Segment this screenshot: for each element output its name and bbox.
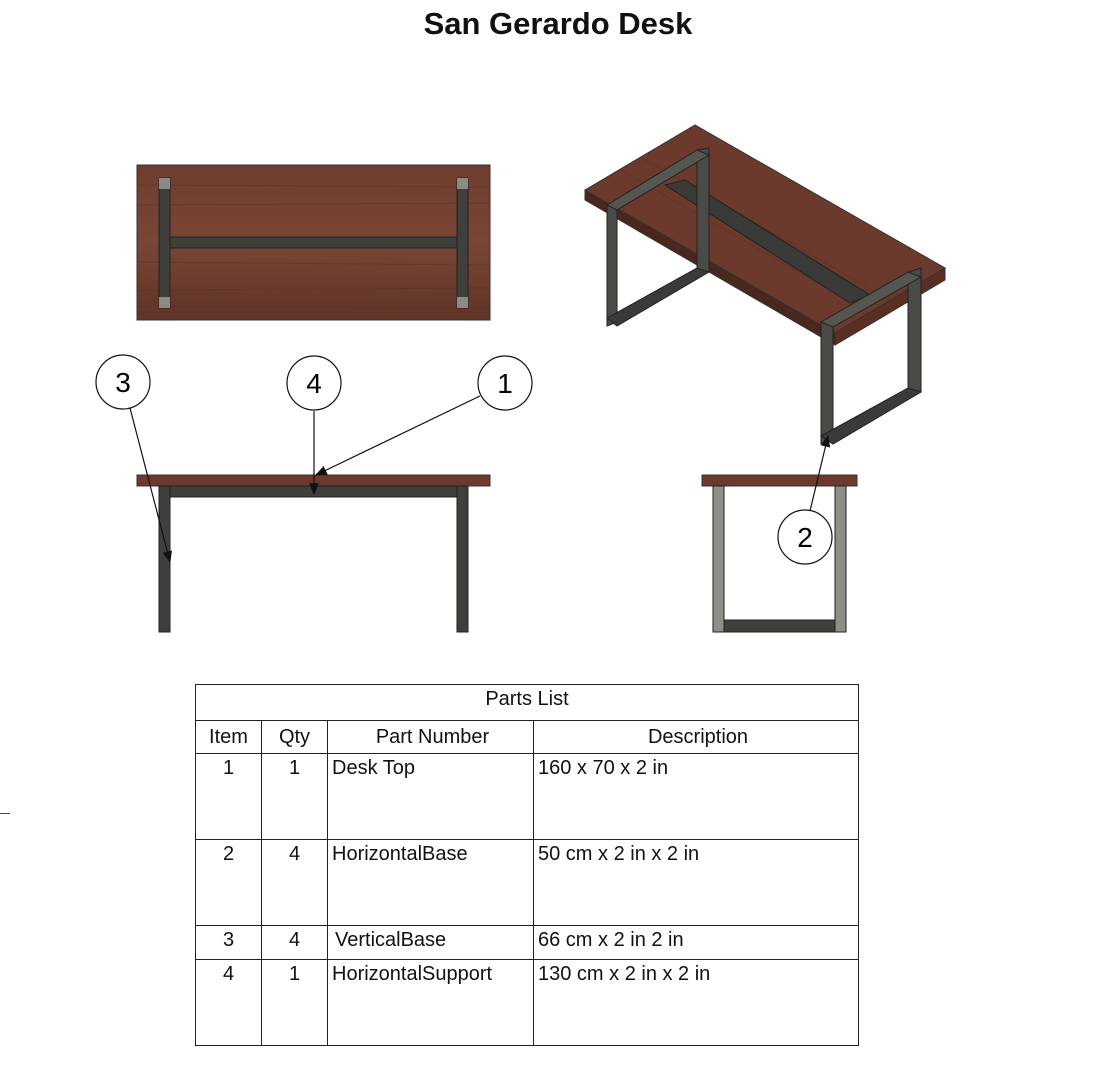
header-item: Item [196,721,262,754]
svg-text:3: 3 [115,367,131,398]
side-view [702,475,857,632]
balloon-3 [96,355,150,409]
row-qty: 1 [262,754,328,840]
row-description: 160 x 70 x 2 in [534,754,859,840]
row-description: 66 cm x 2 in 2 in [534,926,859,960]
top-view [137,165,490,320]
row-part-number: Desk Top [328,754,534,840]
margin-tick [0,813,10,814]
row-description: 50 cm x 2 in x 2 in [534,840,859,926]
drawing-title: San Gerardo Desk [423,6,693,41]
row-qty: 1 [262,960,328,1046]
row-qty: 4 [262,840,328,926]
isometric-view [585,125,945,444]
svg-text:4: 4 [306,368,322,399]
front-view [137,475,490,632]
row-part-number: VerticalBase [328,926,534,960]
row-part-number: HorizontalSupport [328,960,534,1046]
table-row [196,960,859,1046]
table-row [196,754,859,840]
row-description: 130 cm x 2 in x 2 in [534,960,859,1046]
row-qty: 4 [262,926,328,960]
parts-list-table [195,684,859,1046]
row-item: 2 [196,840,262,926]
table-row [196,926,859,960]
row-item: 1 [196,754,262,840]
balloon-2 [778,510,832,564]
table-row [196,840,859,926]
header-description: Description [534,721,859,754]
header-qty: Qty [262,721,328,754]
balloon-4 [287,356,341,410]
row-part-number: HorizontalBase [328,840,534,926]
row-item: 4 [196,960,262,1046]
header-part-number: Part Number [328,721,534,754]
svg-text:2: 2 [797,522,813,553]
balloon-1 [478,356,532,410]
svg-text:1: 1 [497,368,513,399]
parts-list-caption: Parts List [196,685,859,721]
row-item: 3 [196,926,262,960]
